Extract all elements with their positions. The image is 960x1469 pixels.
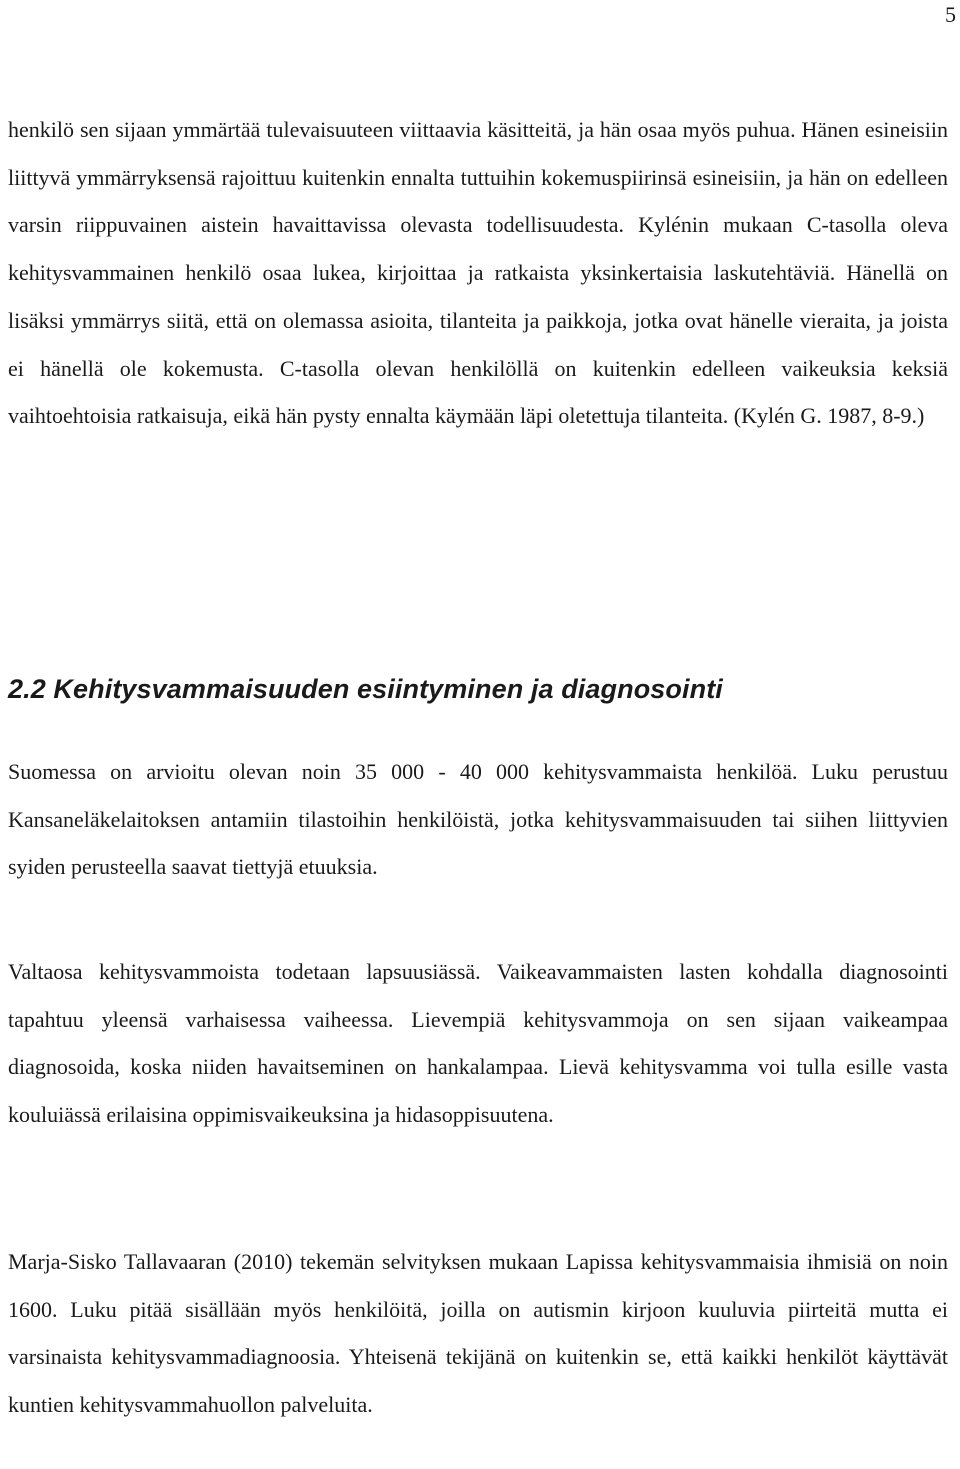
section-heading: 2.2 Kehitysvammaisuuden esiintyminen ja diagnosointi	[8, 674, 723, 704]
body-paragraph: Suomessa on arvioitu olevan noin 35 000 - 40 000 kehitysvammaista henkilöä. Luku perustuu Kansaneläkelaitoksen antamiin tilastoihin henkilöistä, jotka kehitysvammaisuuden tai siihen liittyvien syiden perusteella saavat tiettyjä etuuksia.	[8, 759, 948, 880]
body-paragraph: Marja-Sisko Tallavaaran (2010) tekemän selvityksen mukaan Lapissa kehitysvammaisia ihmisiä on noin 1600. Luku pitää sisällään myös henkilöitä, joilla on autismin kirjoon kuuluvia piirteitä mutta ei varsinaista kehitysvammadiagnoosia. Yhteisenä tekijänä on kuitenkin se, että kaikki henkilöt käyttävät kuntien kehitysvammahuollon palveluita.	[8, 1249, 948, 1418]
body-paragraph: henkilö sen sijaan ymmärtää tulevaisuuteen viittaavia käsitteitä, ja hän osaa myös puhua. Hänen esineisiin liittyvä ymmärryksensä rajoittuu kuitenkin ennalta tuttuihin kokemuspiirinsä esineisiin, ja hän on edelleen varsin riippuvainen aistein havaittavissa olevasta todellisuudesta. Kylénin mukaan C-tasolla oleva kehitysvammainen henkilö osaa lukea, kirjoittaa ja ratkaista yksinkertaisia laskutehtäviä. Hänellä on lisäksi ymmärrys siitä, että on olemassa asioita, tilanteita ja paikkoja, jotka ovat hänelle vieraita, ja joista ei hänellä ole kokemusta. C-tasolla olevan henkilöllä on kuitenkin edelleen vaikeuksia keksiä vaihtoehtoisia ratkaisuja, eikä hän pysty ennalta käymään läpi oletettuja tilanteita. (Kylén G. 1987, 8-9.)	[8, 117, 948, 429]
page-number: 5	[945, 2, 956, 27]
body-paragraph: Valtaosa kehitysvammoista todetaan lapsuusiässä. Vaikeavammaisten lasten kohdalla diagnosointi tapahtuu yleensä varhaisessa vaiheessa. Lievempiä kehitysvammoja on sen sijaan vaikeampaa diagnosoida, koska niiden havaitseminen on hankalampaa. Lievä kehitysvamma voi tulla esille vasta kouluiässä erilaisina oppimisvaikeuksina ja hidasoppisuutena.	[8, 959, 948, 1128]
